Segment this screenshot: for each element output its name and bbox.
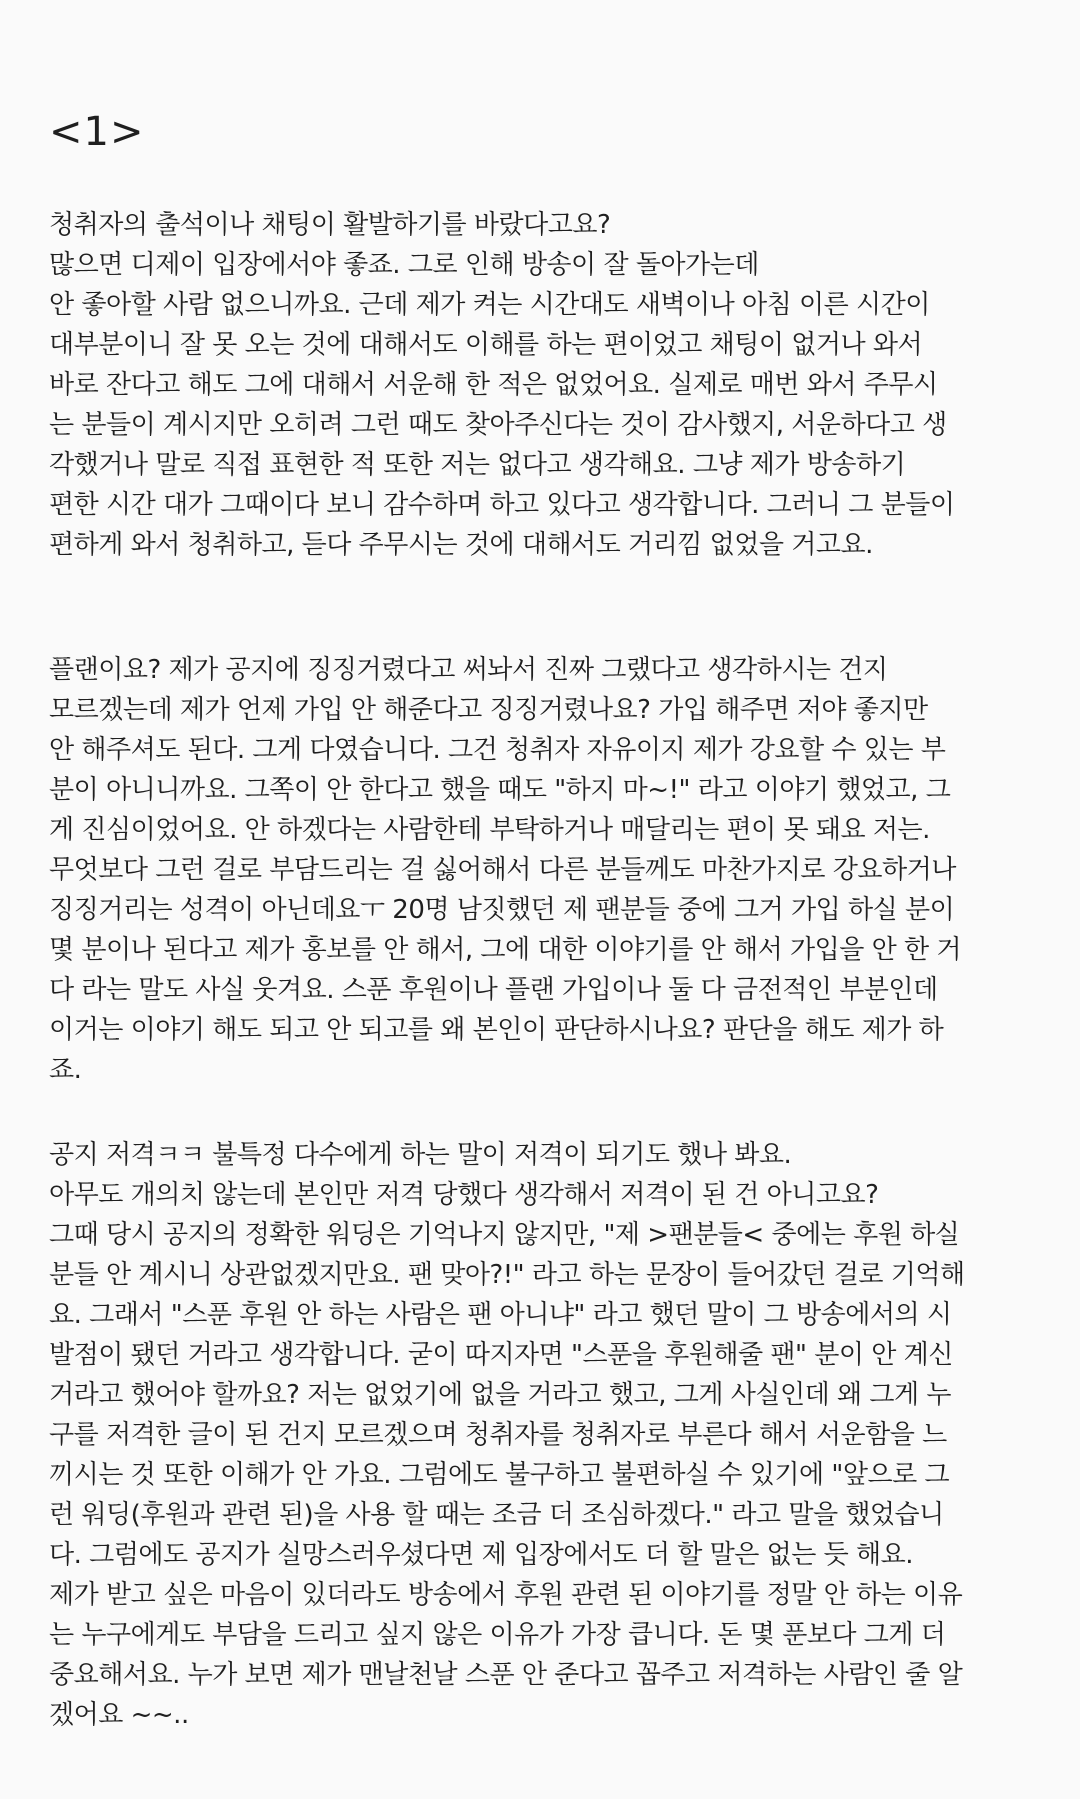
text-line: 각했거나 말로 직접 표현한 적 또한 저는 없다고 생각해요. 그냥 제가 방송하기	[49, 450, 906, 480]
text-line: 는 분들이 계시지만 오히려 그런 때도 찾아주신다는 것이 감사했지, 서운하다고 생	[49, 410, 947, 440]
paragraph-attendance	[49, 205, 955, 565]
text-line: 이거는 이야기 해도 되고 안 되고를 왜 본인이 판단하시나요? 판단을 해도 제가 하	[49, 1015, 944, 1045]
text-line: 분이 아니니까요. 그쪽이 안 한다고 했을 때도 "하지 마~!" 라고 이야기 했었고, 그	[49, 775, 951, 805]
text-line: 분들 안 계시니 상관없겠지만요. 팬 맞아?!" 라고 하는 문장이 들어갔던 걸로 기억해	[49, 1260, 965, 1290]
text-line: 발점이 됐던 거라고 생각합니다. 굳이 따지자면 "스푼을 후원해줄 팬" 분이 안 계신	[49, 1340, 953, 1370]
text-line: 구를 저격한 글이 된 건지 모르겠으며 청취자를 청취자로 부른다 해서 서운함을 느	[49, 1420, 947, 1450]
text-line: 요. 그래서 "스푼 후원 안 하는 사람은 팬 아니냐" 라고 했던 말이 그 방송에서의 시	[49, 1300, 952, 1330]
paragraph-notice	[49, 1135, 965, 1735]
text-line: 편하게 와서 청취하고, 듣다 주무시는 것에 대해서도 거리낌 없었을 거고요.	[49, 530, 873, 560]
text-line: 런 워딩(후원과 관련 된)을 사용 할 때는 조금 더 조심하겠다." 라고 말을 했었습니	[49, 1500, 944, 1530]
text-line: 그때 당시 공지의 정확한 워딩은 기억나지 않지만, "제 >팬분들< 중에는 후원 하실	[49, 1220, 960, 1250]
text-line: 제가 받고 싶은 마음이 있더라도 방송에서 후원 관련 된 이야기를 정말 안 하는 이유	[49, 1580, 963, 1610]
text-line: 편한 시간 대가 그때이다 보니 감수하며 하고 있다고 생각합니다. 그러니 그 분들이	[49, 490, 955, 520]
text-line: 중요해서요. 누가 보면 제가 맨날천날 스푼 안 준다고 꼽주고 저격하는 사람인 줄 알	[49, 1660, 963, 1690]
text-line: 공지 저격ㅋㅋ 불특정 다수에게 하는 말이 저격이 되기도 했나 봐요.	[49, 1140, 792, 1170]
text-line: 게 진심이었어요. 안 하겠다는 사람한테 부탁하거나 매달리는 편이 못 돼요 저는.	[49, 815, 930, 845]
text-line: 몇 분이나 된다고 제가 홍보를 안 해서, 그에 대한 이야기를 안 해서 가입을 안 한 거	[49, 935, 961, 965]
text-line: 청취자의 출석이나 채팅이 활발하기를 바랐다고요?	[49, 210, 611, 240]
paragraph-plan	[49, 650, 961, 1090]
text-line: 안 좋아할 사람 없으니까요. 근데 제가 켜는 시간대도 새벽이나 아침 이른 시간이	[49, 290, 930, 320]
text-line: 아무도 개의치 않는데 본인만 저격 당했다 생각해서 저격이 된 건 아니고요?	[49, 1180, 879, 1210]
text-line: 플랜이요? 제가 공지에 징징거렸다고 써놔서 진짜 그랬다고 생각하시는 건지	[49, 655, 888, 685]
text-line: 징징거리는 성격이 아닌데요ㅜ 20명 남짓했던 제 팬분들 중에 그거 가입 하실 분이	[49, 895, 955, 925]
text-line: 끼시는 것 또한 이해가 안 가요. 그럼에도 불구하고 불편하실 수 있기에 "앞으로 그	[49, 1460, 950, 1490]
text-line: 많으면 디제이 입장에서야 좋죠. 그로 인해 방송이 잘 돌아가는데	[49, 250, 759, 280]
section-heading: <1>	[49, 109, 145, 155]
text-line: 모르겠는데 제가 언제 가입 안 해준다고 징징거렸나요? 가입 해주면 저야 좋지만	[49, 695, 928, 725]
text-line: 다 라는 말도 사실 웃겨요. 스푼 후원이나 플랜 가입이나 둘 다 금전적인 부분인데	[49, 975, 938, 1005]
text-line: 겠어요 ~~..	[49, 1700, 189, 1730]
text-line: 죠.	[49, 1055, 82, 1085]
text-line: 대부분이니 잘 못 오는 것에 대해서도 이해를 하는 편이었고 채팅이 없거나 와서	[49, 330, 923, 360]
text-line: 안 해주셔도 된다. 그게 다였습니다. 그건 청취자 자유이지 제가 강요할 수 있는 부	[49, 735, 946, 765]
text-line: 바로 잔다고 해도 그에 대해서 서운해 한 적은 없었어요. 실제로 매번 와서 주무시	[49, 370, 938, 400]
text-line: 무엇보다 그런 걸로 부담드리는 걸 싫어해서 다른 분들께도 마찬가지로 강요하거나	[49, 855, 956, 885]
text-line: 다. 그럼에도 공지가 실망스러우셨다면 제 입장에서도 더 할 말은 없는 듯 해요.	[49, 1540, 914, 1570]
text-line: 는 누구에게도 부담을 드리고 싶지 않은 이유가 가장 큽니다. 돈 몇 푼보다 그게 더	[49, 1620, 946, 1650]
text-line: 거라고 했어야 할까요? 저는 없었기에 없을 거라고 했고, 그게 사실인데 왜 그게 누	[49, 1380, 951, 1410]
